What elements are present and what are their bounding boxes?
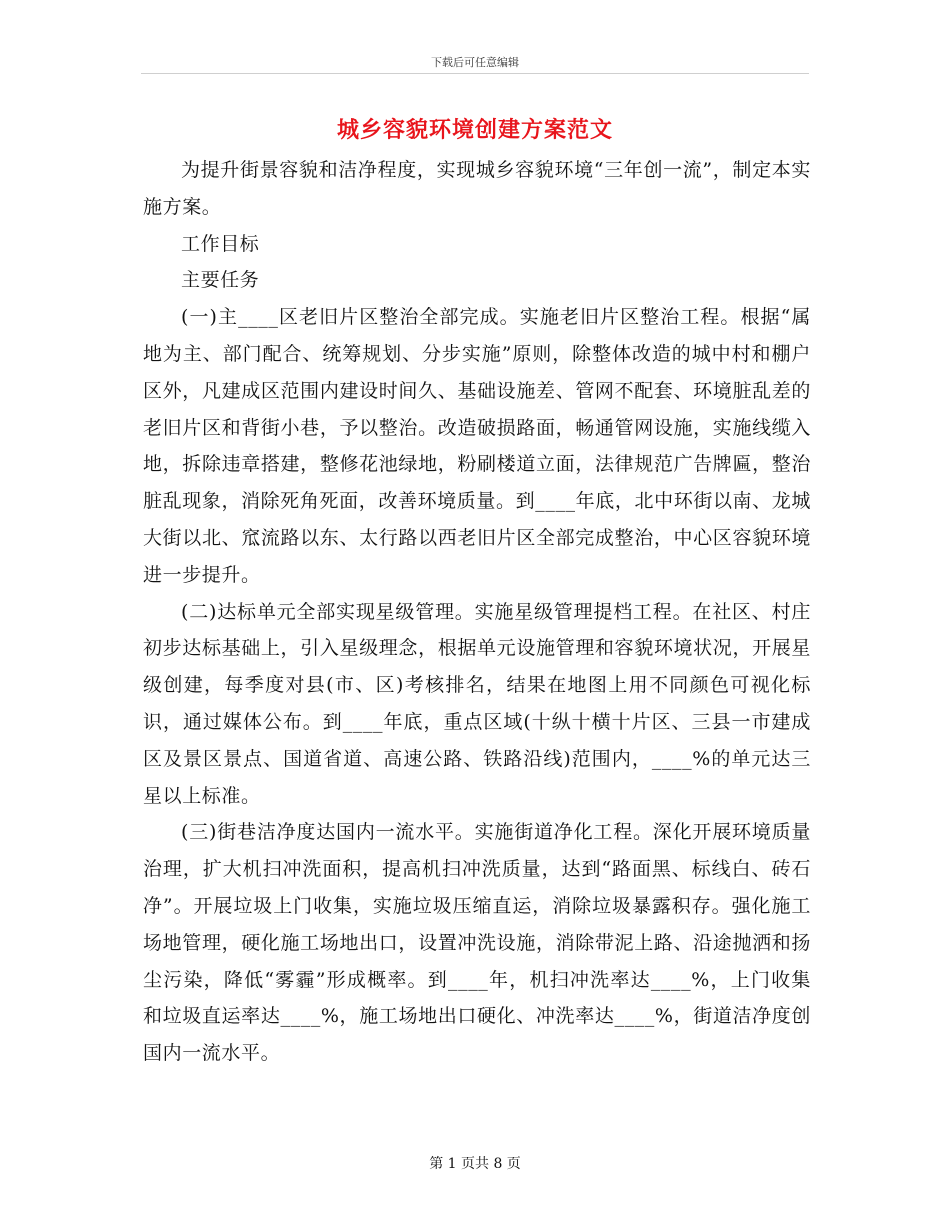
page-number: 第 1 页共 8 页 — [429, 1156, 521, 1172]
section-heading-tasks: 主要任务 — [181, 269, 260, 292]
section-heading-goals: 工作目标 — [181, 232, 260, 255]
document-body — [143, 152, 811, 1072]
header-divider — [141, 73, 809, 74]
paragraph-task-1: (一)主____区老旧片区整治全部完成。实施老旧片区整治工程。根据“属地为主、部门配合、统筹规划、分步实施”原则，除整体改造的城中村和棚户区外，凡建成区范围内建设时间久、基础设施差、管网不配套、环境脏乱差的老旧片区和背街小巷，予以整治。改造破损路面，畅通管网设施，实施线缆入地，拆除违章搭建，整修花池绿地，粉刷楼道立面，法律规范广告牌匾，整治脏乱现象，消除死角死面，改善环境质量。到____年底，北中环街以南、龙城大街以北、窊流路以东、太行路以西老旧片区全部完成整治，中心区容貌环境进一步提升。 — [143, 306, 811, 586]
paragraph-intro: 为提升街景容貌和洁净程度，实现城乡容貌环境“三年创一流”，制定本实施方案。 — [143, 159, 811, 218]
paragraph-task-2: (二)达标单元全部实现星级管理。实施星级管理提档工程。在社区、村庄初步达标基础上，引入星级理念，根据单元设施管理和容貌环境状况，开展星级创建，每季度对县(市、区)考核排名，结果在地图上用不同颜色可视化标识，通过媒体公布。到____年底，重点区域(十纵十横十片区、三县一市建成区及景区景点、国道省道、高速公路、铁路沿线)范围内，____%的单元达三星以上标准。 — [143, 600, 811, 807]
document-title: 城乡容貌环境创建方案范文 — [336, 117, 613, 143]
paragraph-task-3: (三)街巷洁净度达国内一流水平。实施街道净化工程。深化开展环境质量治理，扩大机扫冲洗面积，提高机扫冲洗质量，达到“路面黑、标线白、砖石净”。开展垃圾上门收集，实施垃圾压缩直运，消除垃圾暴露积存。强化施工场地管理，硬化施工场地出口，设置冲洗设施，消除带泥上路、沿途抛洒和扬尘污染，降低“雾霾”形成概率。到____年，机扫冲洗率达____%，上门收集和垃圾直运率达____%，施工场地出口硬化、冲洗率达____%，街道洁净度创国内一流水平。 — [143, 821, 811, 1065]
page-header: 下载后可任意编辑 — [431, 56, 519, 69]
